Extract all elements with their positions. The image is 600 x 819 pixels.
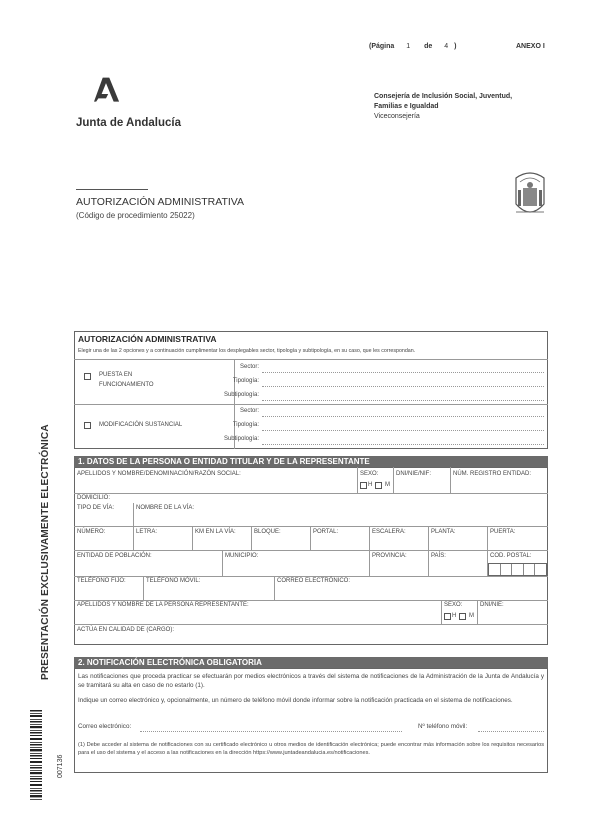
junta-logo-icon: [94, 72, 154, 116]
page-close: ): [454, 43, 457, 50]
section-2-paragraph-1: Las notificaciones que proceda practicar se efectuarán por medios electrónicos a través del sistema de notificaciones de la Administración de la Junta de Andalucía y se tramitará su alta en caso de no estarlo (1).: [78, 673, 544, 689]
sexo-h-label: H: [368, 482, 373, 488]
dni-label: DNI/NIE/NIF:: [396, 471, 432, 477]
correo-notificacion-label: Correo electrónico:: [78, 723, 132, 730]
rep-sep-1: [441, 600, 442, 624]
num-sep-4: [310, 526, 311, 550]
section-2-header: 2. NOTIFICACIÓN ELECTRÓNICA OBLIGATORIA: [74, 657, 548, 668]
provincia-label: PROVINCIA:: [372, 553, 407, 559]
subtipologia-field-1[interactable]: [262, 400, 544, 401]
sexo-m-checkbox[interactable]: [375, 482, 382, 489]
section-2-footnote: (1) Debe acceder al sistema de notificaciones con su certificado electrónico u otros medios de identificación electrónica; puede encontrar más información sobre los requisitos necesarios para el uso del sistema y el acceso a las notificaciones en la dirección https://www.juntadeandalucia.es/notificaciones.: [78, 742, 544, 756]
correo-notificacion-field[interactable]: [140, 731, 402, 732]
department-line-1: Consejería de Inclusión Social, Juventud,: [374, 93, 513, 100]
subtipologia-label-2: Subtipología:: [223, 436, 259, 442]
auth-divider-top: [74, 359, 548, 360]
document-title: AUTORIZACIÓN ADMINISTRATIVA: [76, 196, 245, 208]
numero-label: NÚMERO:: [77, 529, 106, 535]
row6-bottom: [74, 624, 548, 625]
sexo-m-label: M: [385, 482, 390, 488]
sexo-h-checkbox[interactable]: [360, 482, 367, 489]
authorization-instructions: Elegir una de las 2 opciones y a continuación cumplimentar los desplegables sector, tipología y subtipología, en su caso, que les correspondan.: [78, 348, 416, 354]
barcode-code: 007136: [57, 754, 64, 778]
department-block: [374, 92, 512, 122]
tel-sep-1: [143, 576, 144, 600]
planta-label: PLANTA:: [431, 529, 456, 535]
row1-sep-c: [450, 467, 451, 493]
pais-label: PAÍS:: [431, 553, 446, 559]
tel-sep-2: [274, 576, 275, 600]
subtipologia-field-2[interactable]: [262, 444, 544, 445]
row2-bottom: [74, 526, 548, 527]
page-number: 1: [406, 43, 411, 50]
puerta-label: PUERTA:: [490, 529, 516, 535]
tipologia-label-1: Tipología:: [232, 378, 259, 384]
document-subtitle: (Código de procedimiento 25022): [76, 211, 195, 220]
auth-divider-mid: [74, 404, 548, 405]
telefono-fijo-label: TELÉFONO FIJO:: [77, 578, 126, 584]
entidad-label: ENTIDAD DE POBLACIÓN:: [77, 553, 152, 559]
tipologia-field-2[interactable]: [262, 430, 544, 431]
page-indicator: [369, 43, 456, 50]
option-puesta-line-2: FUNCIONAMIENTO: [99, 382, 154, 388]
escalera-label: ESCALERA:: [372, 529, 406, 535]
logo-text: Junta de Andalucía: [76, 117, 182, 129]
letra-label: LETRA:: [136, 529, 158, 535]
num-sep-2: [192, 526, 193, 550]
department-line-2: Familias e Igualdad: [374, 103, 439, 110]
barcode-icon: [30, 710, 52, 800]
page-total: 4: [444, 43, 449, 50]
row4-bottom: [74, 576, 548, 577]
sector-field-1[interactable]: [262, 372, 544, 373]
sector-label-1: Sector:: [239, 364, 259, 370]
page-de: de: [424, 43, 433, 50]
num-sep-6: [428, 526, 429, 550]
ent-sep-1: [222, 550, 223, 576]
cod-postal-field[interactable]: [488, 563, 547, 576]
row1-sep-a: [357, 467, 358, 493]
num-sep-5: [369, 526, 370, 550]
apellidos-label: APELLIDOS Y NOMBRE/DENOMINACIÓN/RAZÓN SOCIAL:: [77, 471, 241, 477]
tipologia-field-1[interactable]: [262, 386, 544, 387]
sector-label-2: Sector:: [239, 408, 259, 414]
annex-label: ANEXO I: [516, 43, 545, 50]
sexo2-label: SEXO:: [444, 602, 463, 608]
modificacion-sustancial-checkbox[interactable]: [84, 422, 91, 429]
option-puesta-line-1: PUESTA EN: [99, 372, 133, 378]
num-sep-3: [251, 526, 252, 550]
tipologia-label-2: Tipología:: [232, 422, 259, 428]
num-sep-1: [133, 526, 134, 550]
calidad-label: ACTÚA EN CALIDAD DE (CARGO):: [77, 627, 175, 633]
representante-label: APELLIDOS Y NOMBRE DE LA PERSONA REPRESENTANTE:: [77, 602, 249, 608]
tipo-via-label: TIPO DE VÍA:: [77, 505, 115, 511]
vertical-presentation-label: PRESENTACIÓN EXCLUSIVAMENTE ELECTRÓNICA: [40, 424, 51, 680]
puesta-funcionamiento-checkbox[interactable]: [84, 373, 91, 380]
rep-sep-2: [477, 600, 478, 624]
nombre-via-label: NOMBRE DE LA VÍA:: [136, 505, 195, 511]
cod-postal-label: COD. POSTAL:: [490, 553, 532, 559]
via-sep: [133, 503, 134, 526]
ent-sep-3: [428, 550, 429, 576]
authorization-box-title: AUTORIZACIÓN ADMINISTRATIVA: [78, 334, 217, 344]
row3-bottom: [74, 550, 548, 551]
section-2-paragraph-2: Indique un correo electrónico y, opcionalmente, un número de teléfono móvil donde informar sobre la notificación practicada en el sistema de notificaciones.: [78, 697, 513, 704]
andalucia-crest-icon: [512, 170, 548, 222]
bloque-label: BLOQUE:: [254, 529, 281, 535]
num-sep-7: [487, 526, 488, 550]
department-line-3: Viceconsejería: [374, 113, 420, 120]
registro-label: NÚM. REGISTRO ENTIDAD:: [453, 471, 532, 477]
municipio-label: MUNICIPIO:: [225, 553, 259, 559]
sexo-label: SEXO:: [360, 471, 379, 477]
ent-sep-2: [369, 550, 370, 576]
row1-sep-b: [393, 467, 394, 493]
title-rule: [76, 189, 148, 190]
option-modificacion-label: MODIFICACIÓN SUSTANCIAL: [99, 422, 183, 428]
portal-label: PORTAL:: [313, 529, 339, 535]
sexo2-h-checkbox[interactable]: [444, 613, 451, 620]
domicilio-label: DOMICILIO:: [77, 495, 111, 501]
telefono-notificacion-label: Nº teléfono móvil:: [418, 723, 468, 730]
row1-bottom: [74, 493, 548, 494]
subtipologia-label-1: Subtipología:: [223, 392, 259, 398]
sector-field-2[interactable]: [262, 416, 544, 417]
sexo2-m-label: M: [469, 613, 474, 619]
dni2-label: DNI/NIE:: [480, 602, 504, 608]
telefono-notificacion-field[interactable]: [478, 731, 544, 732]
correo-label: CORREO ELECTRÓNICO:: [277, 578, 351, 584]
sexo2-m-checkbox[interactable]: [459, 613, 466, 620]
section-1-header: 1. DATOS DE LA PERSONA O ENTIDAD TITULAR Y DE LA REPRESENTANTE: [74, 456, 548, 467]
km-label: KM EN LA VÍA:: [195, 529, 236, 535]
telefono-movil-label: TELÉFONO MÓVIL:: [146, 578, 201, 584]
page-label: (Página: [369, 43, 395, 50]
sexo2-h-label: H: [452, 613, 457, 619]
